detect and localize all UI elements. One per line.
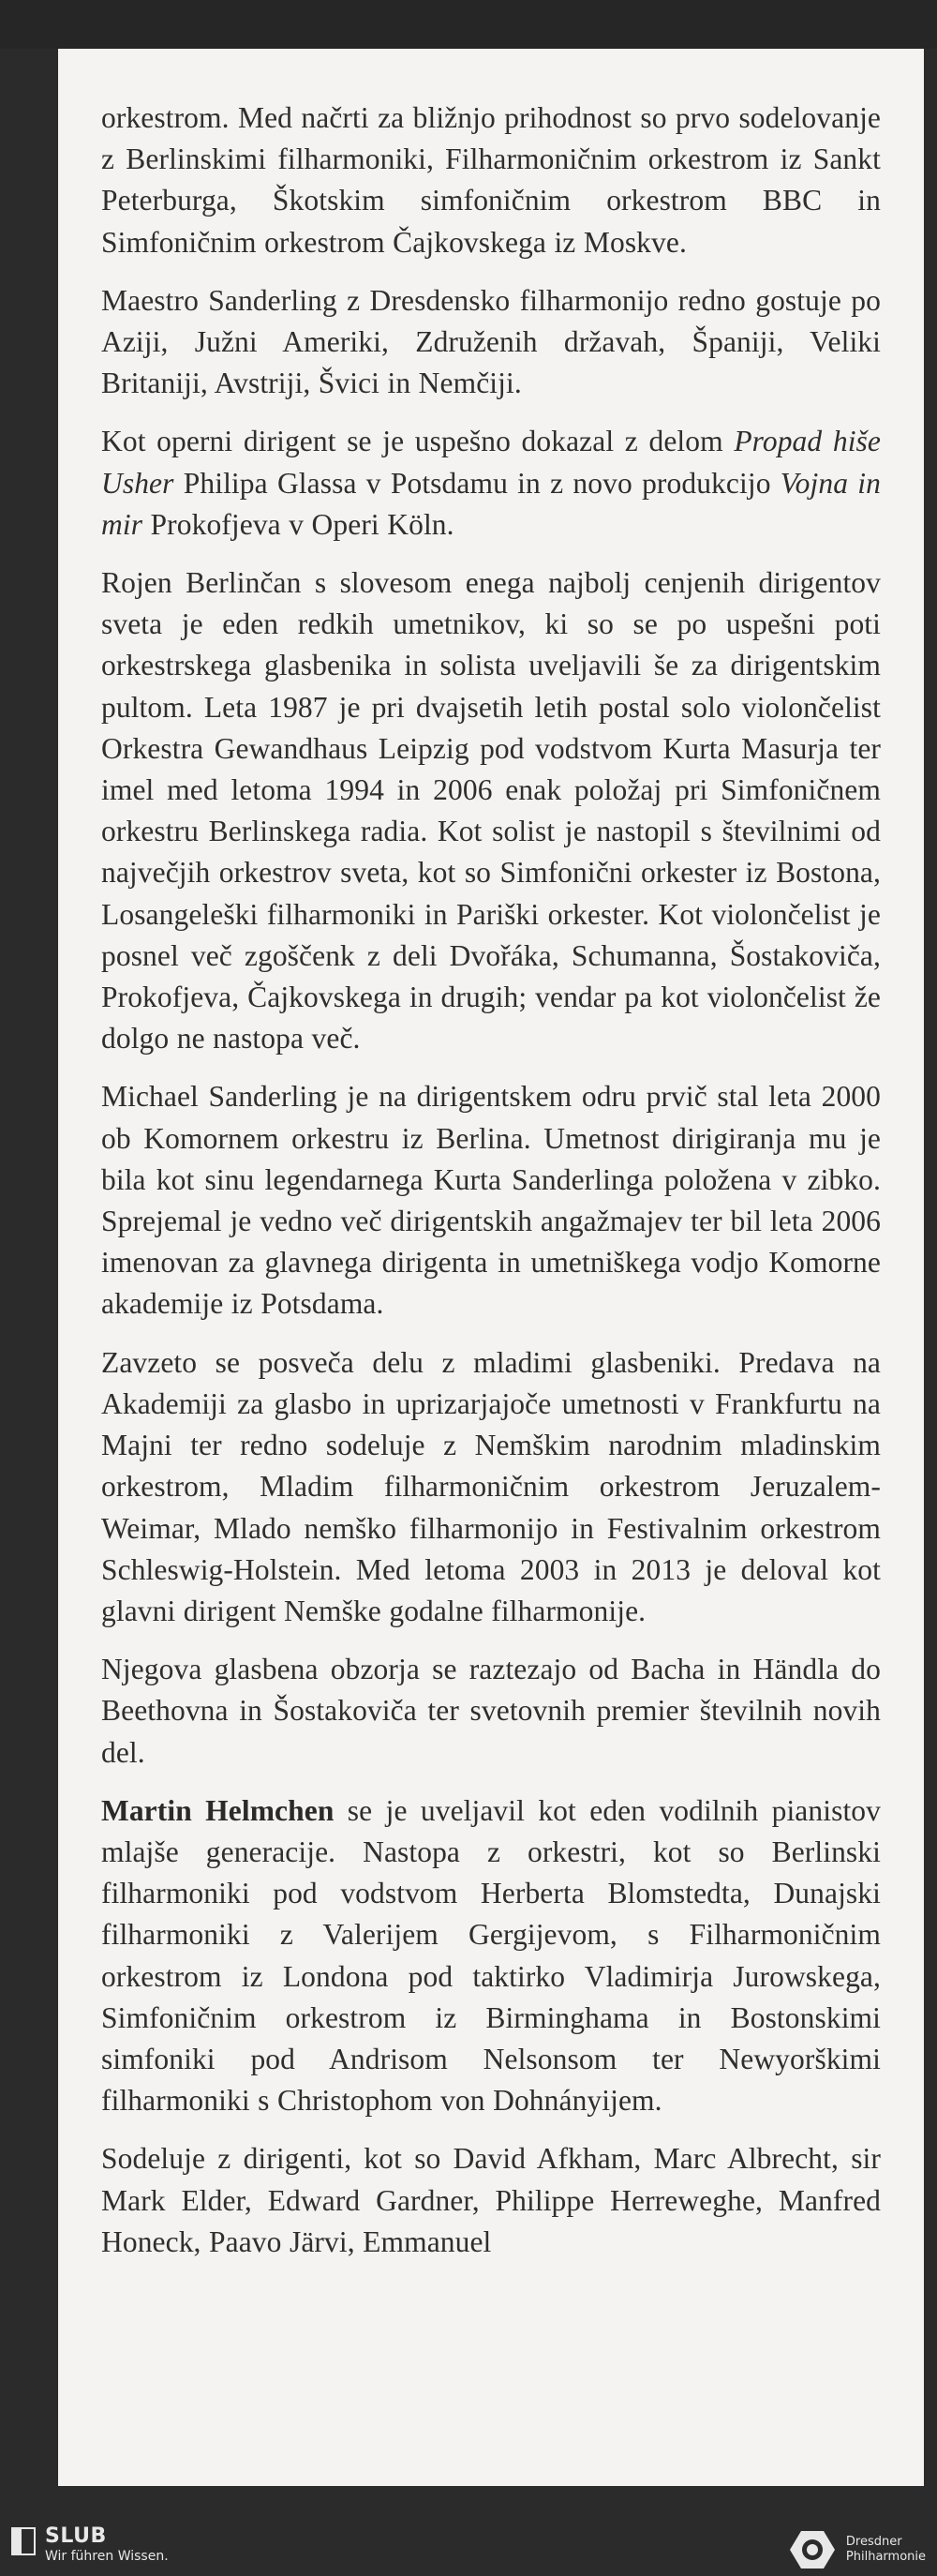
paragraph-1: orkestrom. Med načrti za bližnjo prihodnost so prvo sodelovanje z Berlinskimi filharmoniki, Filharmoničnim orkestrom iz Sankt Peterburga, Škotskim simfoničnim orkestrom BBC in Simfoničnim orkestrom Čajkovskega iz Moskve. <box>101 101 881 259</box>
scan-top-border <box>0 0 937 49</box>
slub-logo[interactable] <box>11 2525 169 2572</box>
document-page <box>58 49 924 2486</box>
hexagon-logo-icon <box>788 2529 837 2570</box>
paragraph-6: Zavzeto se posveča delu z mladimi glasbeniki. Predava na Akademiji za glasbo in uprizarjajoče umetnosti v Frankfurtu na Majni ter redno sodeluje z Nemškim narodnim mladinskim orkestrom, Mladim filharmoničnim orkestrom Jeruzalem-Weimar, Mlado nemško filharmonijo in Festivalnim orkestrom Schleswig-Holstein. Med letoma 2003 in 2013 je deloval kot glavni dirigent Nemške godalne filharmonije. <box>101 1345 881 1627</box>
paragraph-8: Martin Helmchen se je uveljavil kot eden vodilnih pianistov mlajše generacije. Nastopa z orkestri, kot so Berlinski filharmoniki pod vodstvom Herberta Blomstedta, Dunajski filharmoniki z Valerijem Gergijevom, s Filharmoničnim orkestrom iz Londona pod taktirko Vladimirja Jurowskega, Simfoničnim orkestrom iz Birminghama in Bostonskimi simfoniki pod Andrisom Nelsonsom ter Newyorškimi filharmoniki s Christophom von Dohnányijem. <box>101 1793 881 2118</box>
paragraph-9: Sodeluje z dirigenti, kot so David Afkham, Marc Albrecht, sir Mark Elder, Edward Gardner, Philippe Herreweghe, Manfred Honeck, Paavo Järvi, Emmanuel <box>101 2142 881 2258</box>
library-name: SLUB <box>45 2524 107 2548</box>
paragraph-5: Michael Sanderling je na dirigentskem odru prvič stal leta 2000 ob Komornem orkestru iz Berlina. Umetnost dirigiranja mu je bila kot sinu legendarnega Kurta Sanderlinga položena v zibko. Sprejemal je vedno več dirigentskih angažmajev ter bil leta 2006 imenovan za glavnega dirigenta in umetniškega vodjo Komorne akademije iz Potsdama. <box>101 1080 881 1321</box>
library-tagline: Wir führen Wissen. <box>45 2549 169 2564</box>
paragraph-3: Kot operni dirigent se je uspešno dokazal z delom Propad hiše Usher Philipa Glassa v Potsdamu in z novo produkcijo Vojna in mir Prokofjeva v Operi Köln. <box>101 425 881 541</box>
partner-name-line2: Philharmonie <box>845 2550 926 2564</box>
paragraph-2: Maestro Sanderling z Dresdensko filharmonijo redno gostuje po Aziji, Južni Ameriki, Združenih državah, Španiji, Veliki Britaniji, Avstriji, Švici in Nemčiji. <box>101 283 881 400</box>
dresdner-philharmonie-logo[interactable] <box>788 2529 926 2570</box>
scan-footer <box>0 2486 937 2576</box>
paragraph-4: Rojen Berlinčan s slovesom enega najbolj cenjenih dirigentov sveta je eden redkih umetnikov, ki so se po uspešni poti orkestrskega glasbenika in solista uveljavili še za dirigentskim pultom. Leta 1987 je pri dvajsetih letih postal solo violončelist Orkestra Gewandhaus Leipzig pod vodstvom Kurta Masurja ter imel med letoma 1994 in 2006 enak položaj pri Simfoničnem orkestru Berlinskega radia. Kot solist je nastopil s številnimi od največjih orkestrov sveta, kot so Simfonični orkester iz Bostona, Losangeleški filharmoniki in Pariški orkester. Kot violončelist je posnel več zgoščenk z deli Dvořáka, Schumanna, Šostakoviča, Prokofjeva, Čajkovskega in drugih; vendar pa kot violončelist že dolgo ne nastopa več. <box>101 566 881 1056</box>
partner-name-line1: Dresdner <box>845 2535 902 2549</box>
paragraph-7: Njegova glasbena obzorja se raztezajo od Bacha in Händla do Beethovna in Šostakoviča ter svetovnih premier številnih novih del. <box>101 1653 881 1769</box>
book-icon <box>11 2527 36 2555</box>
